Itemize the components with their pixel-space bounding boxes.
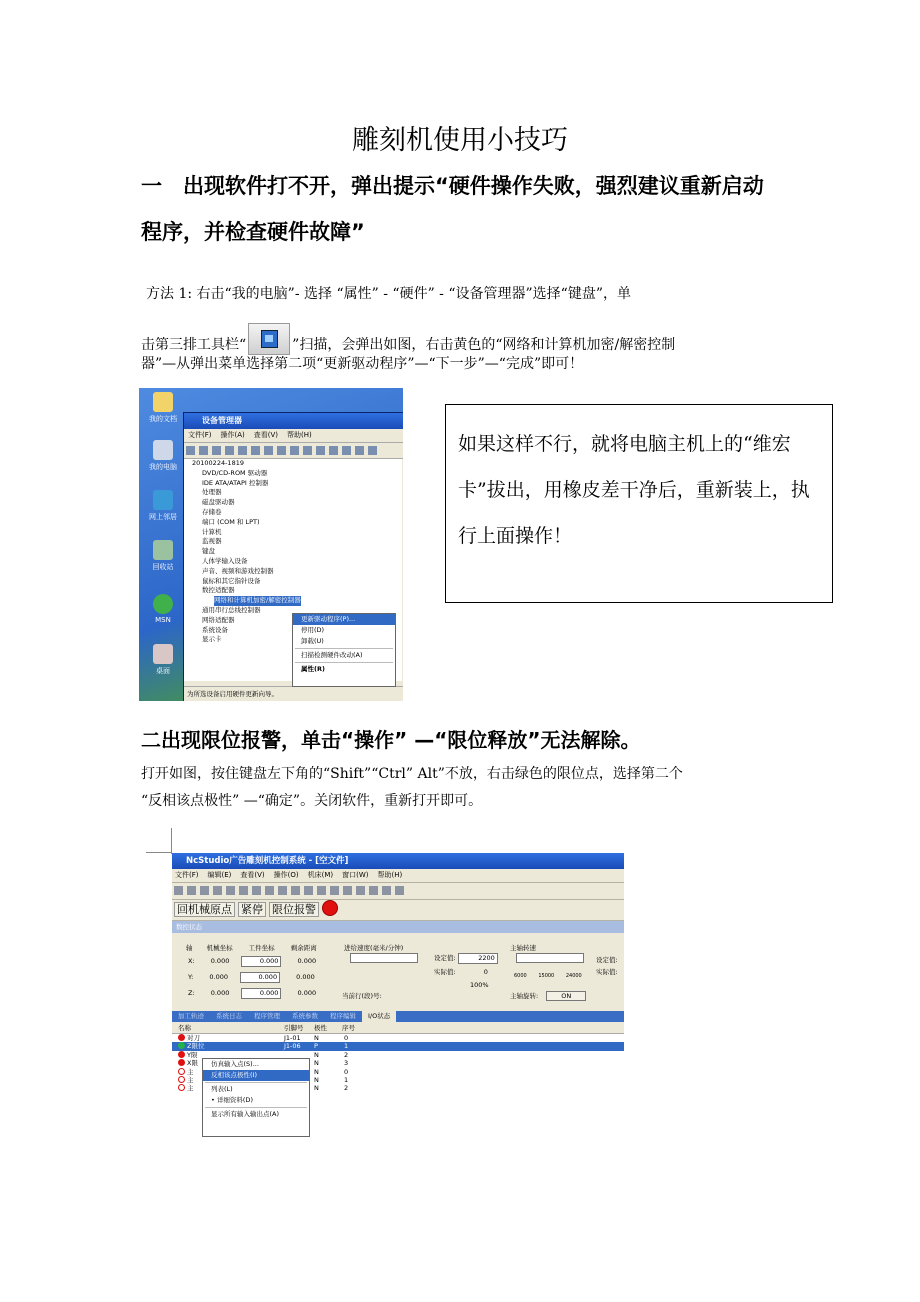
axis-row-y: Y: 0.000 0.000 0.000 <box>188 973 315 981</box>
current-line-label: 当前行(段)号: <box>342 992 382 1000</box>
feed-set: 设定值: 2200 <box>434 953 498 964</box>
menu-item-list[interactable]: 列表(L) <box>211 1085 233 1093</box>
work-coord-x[interactable]: 0.000 <box>241 956 281 967</box>
panel-title: 数控状态 <box>172 921 624 933</box>
io-cell: N <box>314 1075 319 1084</box>
tree-item: 键盘 <box>202 547 215 556</box>
io-cell: 3 <box>344 1059 349 1068</box>
io-name-cell <box>178 1068 194 1076</box>
section1-heading <box>141 160 821 212</box>
io-cell: J1-01 <box>284 1034 301 1042</box>
spindle-rotate: 主轴旋转: ON <box>510 991 586 1001</box>
spindle-set-label: 设定值: <box>596 956 618 964</box>
io-name-cell <box>178 1084 194 1092</box>
network-icon <box>153 490 173 510</box>
menu-item-simulate-input[interactable]: 仿真输入点(S)... <box>211 1060 259 1068</box>
tab[interactable]: 系统参数 <box>292 1012 318 1020</box>
menu-item-scan[interactable]: 扫描检测硬件改动(A) <box>301 651 363 659</box>
io-name-cell <box>178 1059 198 1067</box>
spindle-actual-label: 实际值: <box>596 968 618 976</box>
io-name-cell <box>178 1051 197 1059</box>
tree-item: 数控适配器 <box>202 586 235 595</box>
feed-slider[interactable] <box>350 953 418 963</box>
section2-para-line1: 打开如图，按住键盘左下角的“Shift”“Ctrl” Alt”不放，右击绿色的限位点，选择第二个 <box>141 766 683 782</box>
work-coord-y[interactable]: 0.000 <box>240 972 280 983</box>
io-cell: J1-06 <box>284 1042 301 1051</box>
tab[interactable]: 系统日志 <box>216 1012 242 1020</box>
feed-actual: 实际值: 0 <box>434 968 488 976</box>
device-context-menu <box>292 613 396 687</box>
io-name: Z限位 <box>187 1042 205 1051</box>
io-name: 主 <box>187 1084 194 1093</box>
tree-item: 通用串行总线控制器 <box>202 605 261 614</box>
window-title: 设备管理器 <box>184 413 403 429</box>
tree-item: 存储卷 <box>202 507 222 516</box>
green-dot-icon <box>178 1042 185 1049</box>
tree-item: 端口 (COM 和 LPT) <box>202 517 260 526</box>
tab[interactable]: 加工轨迹 <box>178 1012 204 1020</box>
menu-item-show-all-io[interactable]: 显示所有输入输出点(A) <box>211 1110 280 1118</box>
note-box: 如果这样不行，就将电脑主机上的“维宏卡”拔出，用橡皮差干净后，重新装上，执行上面操作！ <box>445 404 833 603</box>
desktop-icon: 网上邻居 <box>145 490 181 522</box>
io-name: Y限 <box>187 1050 198 1059</box>
tab-io-status[interactable]: I/O状态 <box>362 1011 396 1022</box>
window-toolbar <box>184 443 403 459</box>
desktop-icon: 我的文档 <box>145 392 181 424</box>
menu-item-update-driver[interactable]: 更新驱动程序(P)... <box>293 614 395 625</box>
emergency-stop-button[interactable]: 紧停 <box>238 902 266 917</box>
ncstudio-screenshot <box>172 853 624 1161</box>
window-toolbar <box>172 883 624 900</box>
io-context-menu <box>202 1058 310 1137</box>
io-cell: 0 <box>344 1067 349 1076</box>
work-coord-z[interactable]: 0.000 <box>241 988 281 999</box>
tree-item: 系统设备 <box>202 625 228 634</box>
page-title: 雕刻机使用小技巧 <box>352 125 568 156</box>
axis-row-z: Z: 0.000 0.000 0.000 <box>188 989 317 997</box>
io-list-header: 名称 引脚号 极性 序号 <box>172 1023 624 1034</box>
section2-heading: 二出现限位报警，单击“操作” —“限位释放”无法解除。 <box>141 728 641 752</box>
window-menubar: 文件(F) 编辑(E) 查看(V) 操作(O) 机床(M) 窗口(W) 帮助(H) <box>172 869 624 883</box>
menu-item-invert-polarity[interactable]: 反相该点极性(I) <box>203 1070 309 1081</box>
tree-root: 20100224-1819 <box>192 459 244 467</box>
red-dot-icon <box>178 1059 185 1066</box>
crop-mark <box>146 852 172 853</box>
device-manager-screenshot <box>139 388 403 701</box>
menu-item-properties[interactable]: 属性(R) <box>301 665 325 673</box>
desktop-icon: 回收站 <box>145 540 181 572</box>
window-menubar: 文件(F) 操作(A) 查看(V) 帮助(H) <box>184 429 403 443</box>
tree-item: 计算机 <box>202 527 222 536</box>
red-dot-icon <box>178 1034 185 1041</box>
io-cell: P <box>314 1042 318 1051</box>
section1-number: 一 <box>141 174 162 198</box>
computer-icon <box>153 440 173 460</box>
red-ring-icon <box>178 1084 185 1091</box>
menu-item-details[interactable]: • 详细资料(D) <box>211 1096 253 1104</box>
tree-item: 鼠标和其它指针设备 <box>202 576 261 585</box>
tree-item: 声音、视频和游戏控制器 <box>202 566 274 575</box>
desktop-icon: 我的电脑 <box>145 440 181 472</box>
window-title: NcStudio广告雕刻机控制系统 - [空文件] <box>172 853 624 869</box>
tree-item: 磁盘驱动器 <box>202 498 235 507</box>
method-line2a: 击第三排工具栏“ <box>141 337 247 353</box>
tree-item: DVD/CD-ROM 驱动器 <box>202 468 268 477</box>
alarm-indicator-icon <box>322 900 338 916</box>
tree-item-selected[interactable]: 网络和计算机加密/解密控制器 <box>214 596 301 605</box>
msn-icon <box>153 594 173 614</box>
io-name: 对刀 <box>187 1034 200 1042</box>
spindle-on-button[interactable]: ON <box>546 991 586 1001</box>
tree-item: 监视器 <box>202 537 222 546</box>
scan-hardware-icon <box>261 330 278 348</box>
feed-title: 进给速度(毫米/分钟) <box>344 944 404 952</box>
io-cell: N <box>314 1059 319 1068</box>
io-cell: 1 <box>344 1075 349 1084</box>
io-cell: 1 <box>344 1042 349 1051</box>
axis-header: 轴 机械坐标 工件坐标 剩余距离 <box>186 944 317 952</box>
axis-row-x: X: 0.000 0.000 0.000 <box>188 957 317 965</box>
section1-heading-line1: 出现软件打不开，弹出提示“硬件操作失败，强烈建议重新启动 <box>183 174 764 198</box>
bottom-tabs <box>172 1011 624 1022</box>
io-name: X限 <box>187 1059 198 1068</box>
io-cell: 0 <box>344 1034 349 1042</box>
io-cell: N <box>314 1034 319 1042</box>
io-name: 主 <box>187 1067 194 1076</box>
limit-alarm-button[interactable]: 限位报警 <box>269 902 319 917</box>
io-cell: N <box>314 1084 319 1093</box>
io-name: 主 <box>187 1075 194 1084</box>
feed-percent: 100% <box>470 981 489 989</box>
recycle-bin-icon <box>153 540 173 560</box>
tab[interactable]: 程序管理 <box>254 1012 280 1020</box>
tree-item: 网络适配器 <box>202 615 235 624</box>
io-cell: N <box>314 1050 319 1059</box>
io-row[interactable] <box>172 1042 624 1050</box>
io-cell: 2 <box>344 1050 349 1059</box>
spindle-slider[interactable] <box>516 953 584 963</box>
home-button[interactable]: 回机械原点 <box>174 902 235 917</box>
spindle-title: 主轴转速 <box>510 944 536 952</box>
menu-item-disable[interactable]: 停用(D) <box>301 626 325 634</box>
desktop-icon: MSN <box>145 594 181 624</box>
red-ring-icon <box>178 1076 185 1083</box>
window-status-bar: 为所选设备启用硬件更新向导。 <box>184 686 403 701</box>
crop-mark <box>171 828 172 854</box>
section1-heading-line2: 程序，并检查硬件故障” <box>141 220 365 244</box>
app-icon <box>153 644 173 664</box>
method-line1: 方法 1: 右击“我的电脑”- 选择 “属性” - “硬件” - “设备管理器”选择“键盘”，单 <box>146 286 631 302</box>
method-line2b: ”扫描，会弹出如图，右击黄色的“网络和计算机加密/解密控制 <box>292 337 676 353</box>
spindle-ticks: 6000 15000 24000 <box>514 973 582 979</box>
io-row[interactable] <box>172 1034 624 1042</box>
tab[interactable]: 程序编辑 <box>330 1012 356 1020</box>
tree-item: 处理器 <box>202 488 222 497</box>
folder-icon <box>153 392 173 412</box>
section2-para-line2: “反相该点极性” —“确定”。关闭软件，重新打开即可。 <box>141 793 483 809</box>
desktop-icon: 桌面 <box>145 644 181 676</box>
io-cell: 2 <box>344 1084 349 1093</box>
method-line3: 器”—从弹出菜单选择第二项“更新驱动程序”—“下一步”—“完成”即可！ <box>141 356 584 372</box>
menu-item-uninstall[interactable]: 卸载(U) <box>301 637 324 645</box>
tree-item: IDE ATA/ATAPI 控制器 <box>202 478 269 487</box>
red-dot-icon <box>178 1051 185 1058</box>
io-name-cell <box>178 1042 204 1050</box>
tree-item: 显示卡 <box>202 635 222 644</box>
tree-item: 人体学输入设备 <box>202 556 248 565</box>
red-ring-icon <box>178 1068 185 1075</box>
io-cell: N <box>314 1067 319 1076</box>
control-bar <box>172 900 624 921</box>
